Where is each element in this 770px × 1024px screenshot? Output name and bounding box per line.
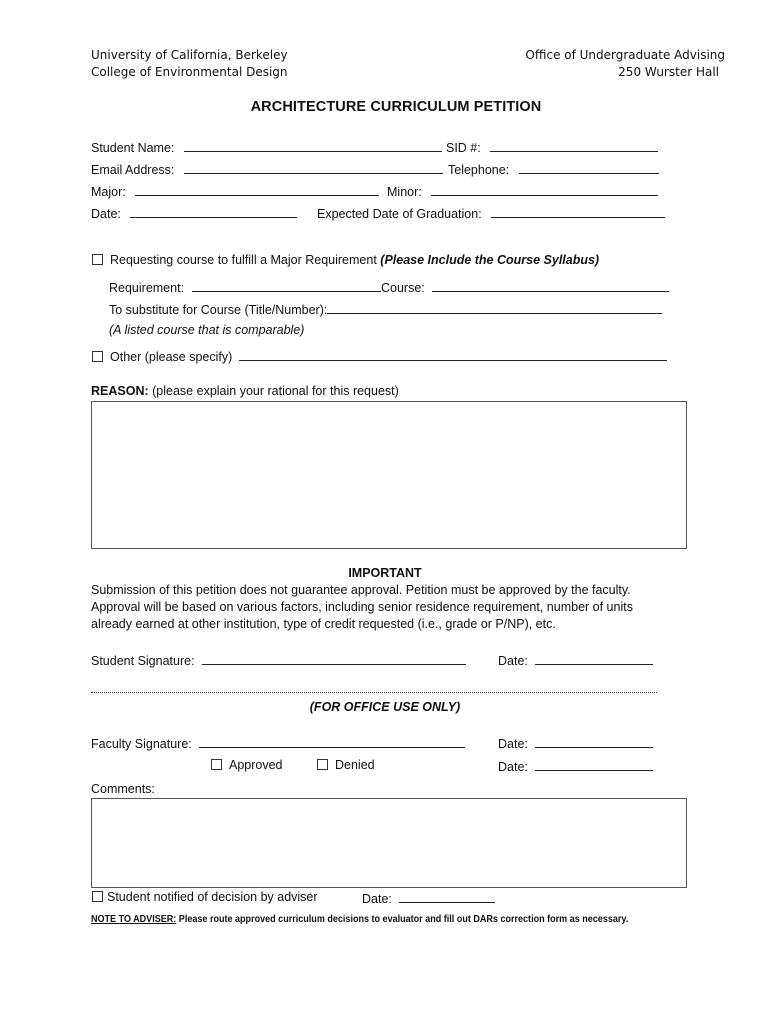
office-address: 250 Wurster Hall xyxy=(618,65,719,79)
student-name-label: Student Name: xyxy=(91,141,175,155)
student-name-row xyxy=(91,139,442,155)
minor-row xyxy=(387,183,658,199)
decision-date-field[interactable] xyxy=(535,758,653,771)
faculty-signature-label: Faculty Signature: xyxy=(91,737,192,751)
important-heading: IMPORTANT xyxy=(348,566,422,580)
date-label: Date: xyxy=(91,207,121,221)
major-requirement-checkbox[interactable] xyxy=(92,254,103,265)
requirement-label: Requirement: xyxy=(109,281,185,295)
student-signature-date-field[interactable] xyxy=(535,652,653,665)
notified-date-label: Date: xyxy=(362,892,392,906)
important-line-2: Approval will be based on various factors, including senior residence requirement, number of units xyxy=(91,600,633,614)
course-row xyxy=(381,279,669,295)
substitute-row xyxy=(109,301,662,317)
notified-date-row xyxy=(362,890,495,906)
telephone-label: Telephone: xyxy=(448,163,510,177)
sid-field[interactable] xyxy=(490,139,658,152)
student-signature-date-label: Date: xyxy=(498,654,528,668)
approved-checkbox[interactable] xyxy=(211,759,222,770)
requirement-field[interactable] xyxy=(192,279,381,292)
date-field[interactable] xyxy=(130,205,297,218)
adviser-note xyxy=(91,913,628,925)
decision-date-row xyxy=(498,758,653,774)
graduation-field[interactable] xyxy=(491,205,665,218)
date-row xyxy=(91,205,297,221)
course-label: Course: xyxy=(381,281,425,295)
decision-date-label: Date: xyxy=(498,760,528,774)
syllabus-note: (Please Include the Course Syllabus) xyxy=(380,253,600,267)
notified-date-field[interactable] xyxy=(399,890,495,903)
denied-option xyxy=(317,758,375,772)
requirement-row xyxy=(109,279,381,295)
important-line-1: Submission of this petition does not guarantee approval. Petition must be approved by the faculty. xyxy=(91,583,631,597)
approved-option xyxy=(211,758,283,772)
course-field[interactable] xyxy=(432,279,669,292)
denied-label: Denied xyxy=(335,758,375,772)
student-signature-row xyxy=(91,652,466,668)
other-option xyxy=(92,348,667,364)
telephone-field[interactable] xyxy=(519,161,659,174)
student-signature-field[interactable] xyxy=(202,652,466,665)
email-field[interactable] xyxy=(184,161,443,174)
email-row xyxy=(91,161,443,177)
reason-heading xyxy=(91,384,399,398)
graduation-label: Expected Date of Graduation: xyxy=(317,207,482,221)
sid-label: SID #: xyxy=(446,141,481,155)
other-label: Other (please specify) xyxy=(110,350,233,364)
notified-option xyxy=(92,890,318,904)
major-row xyxy=(91,183,379,199)
minor-label: Minor: xyxy=(387,185,422,199)
other-checkbox[interactable] xyxy=(92,351,103,362)
office-use-heading: (FOR OFFICE USE ONLY) xyxy=(309,700,461,714)
telephone-row xyxy=(448,161,659,177)
denied-checkbox[interactable] xyxy=(317,759,328,770)
student-signature-date-row xyxy=(498,652,653,668)
email-label: Email Address: xyxy=(91,163,175,177)
major-requirement-label: Requesting course to fulfill a Major Requirement xyxy=(110,253,377,267)
faculty-date-row xyxy=(498,735,653,751)
student-name-field[interactable] xyxy=(184,139,442,152)
major-field[interactable] xyxy=(135,183,379,196)
minor-field[interactable] xyxy=(431,183,658,196)
college-name: College of Environmental Design xyxy=(91,65,288,79)
sid-row xyxy=(446,139,658,155)
graduation-row xyxy=(317,205,665,221)
adviser-note-text: Please route approved curriculum decisions to evaluator and fill out DARs correction form as necessary. xyxy=(176,913,629,925)
page-title: ARCHITECTURE CURRICULUM PETITION xyxy=(250,99,542,115)
notified-checkbox[interactable] xyxy=(92,891,103,902)
faculty-date-label: Date: xyxy=(498,737,528,751)
student-signature-label: Student Signature: xyxy=(91,654,195,668)
reason-hint: (please explain your rational for this request) xyxy=(152,384,399,398)
substitute-field[interactable] xyxy=(327,301,662,314)
comparable-note: (A listed course that is comparable) xyxy=(109,323,305,337)
adviser-note-lead: NOTE TO ADVISER: xyxy=(91,913,177,925)
faculty-signature-field[interactable] xyxy=(199,735,465,748)
cut-line-divider xyxy=(91,692,657,693)
approved-label: Approved xyxy=(229,758,283,772)
university-name: University of California, Berkeley xyxy=(91,48,288,62)
important-line-3: already earned at other institution, type of credit requested (i.e., grade or P/NP), etc. xyxy=(91,617,556,631)
office-name: Office of Undergraduate Advising xyxy=(525,48,725,62)
comments-label: Comments: xyxy=(91,782,155,796)
substitute-label: To substitute for Course (Title/Number): xyxy=(109,303,328,317)
comments-textbox[interactable] xyxy=(91,798,687,888)
other-field[interactable] xyxy=(239,348,667,361)
reason-textbox[interactable] xyxy=(91,401,687,549)
major-requirement-option xyxy=(92,253,599,267)
faculty-date-field[interactable] xyxy=(535,735,653,748)
faculty-signature-row xyxy=(91,735,465,751)
reason-label: REASON: xyxy=(91,384,149,398)
notified-label: Student notified of decision by adviser xyxy=(107,890,318,904)
major-label: Major: xyxy=(91,185,126,199)
